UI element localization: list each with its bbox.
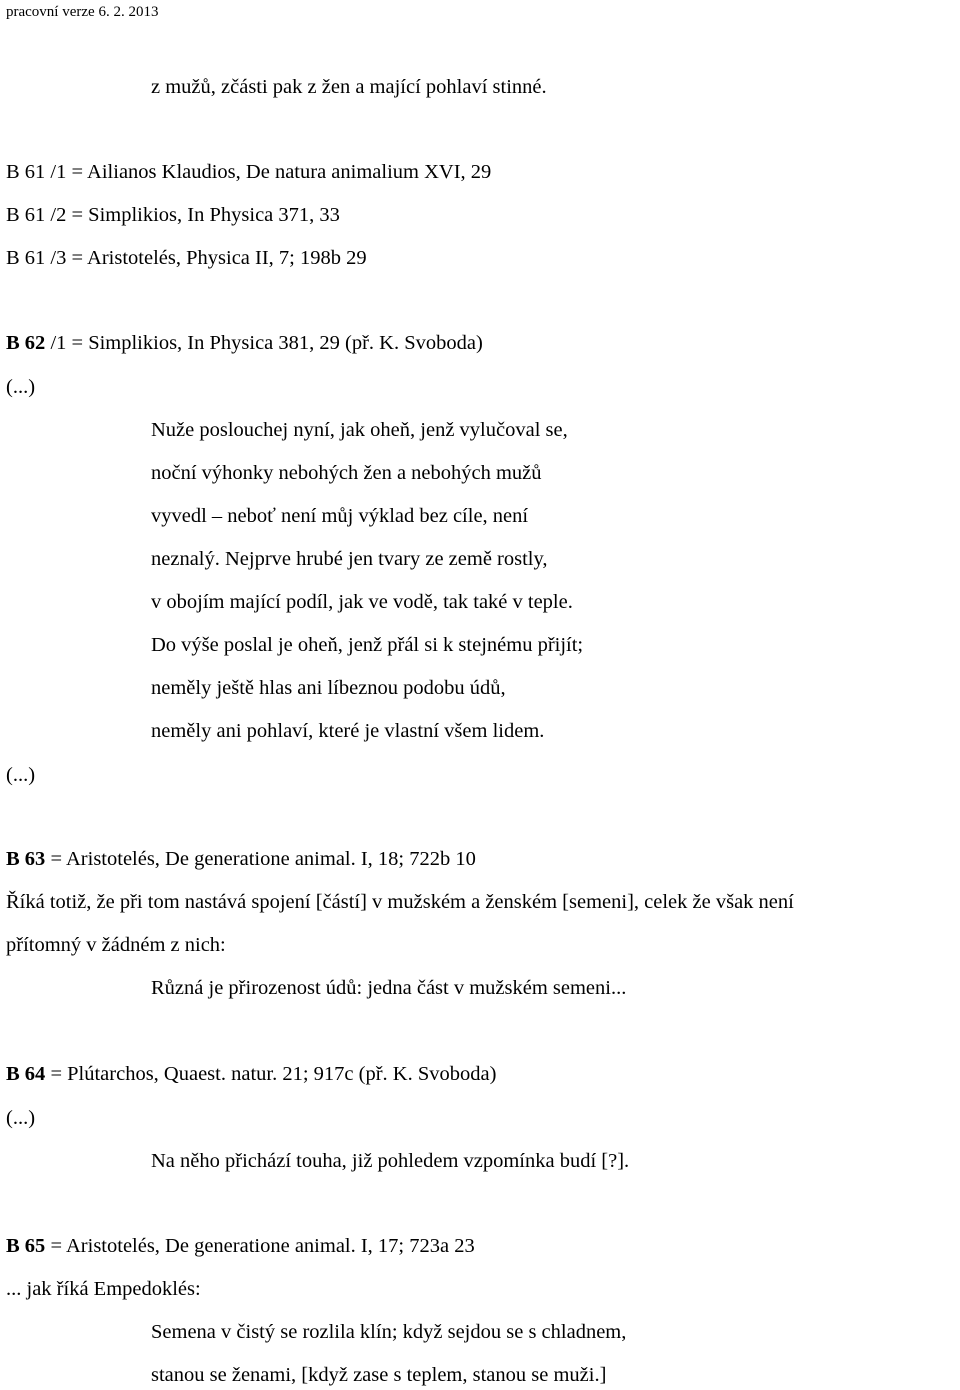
verse-line: stanou se ženami, [když zase s teplem, stanou se muži.] [151, 1364, 607, 1386]
text-line: z mužů, zčásti pak z žen a mající pohlaví stinné. [151, 76, 547, 98]
verse-line: vyvedl – neboť není můj výklad bez cíle, není [151, 505, 529, 527]
ellipsis-marker: (...) [6, 1107, 36, 1129]
verse-line: Do výše poslal je oheň, jenž přál si k stejnému přijít; [151, 634, 584, 656]
citation-text: = Plútarchos, Quaest. natur. 21; 917c (př. K. Svoboda) [45, 1063, 497, 1085]
citation-text: /1 = Simplikios, In Physica 381, 29 (př. K. Svoboda) [45, 332, 483, 354]
citation-text: = Aristotelés, De generatione animal. I, 18; 722b 10 [45, 848, 476, 870]
prose-line: Říká totiž, že při tom nastává spojení [částí] v mužském a ženském [semeni], celek že však není [6, 891, 794, 913]
verse-line: neznalý. Nejprve hrubé jen tvary ze země rostly, [151, 548, 548, 570]
verse-line: Na něho přichází touha, již pohledem vzpomínka budí [?]. [151, 1150, 630, 1172]
citation-b61-3: B 61 /3 = Aristotelés, Physica II, 7; 198b 29 [6, 247, 367, 269]
citation-b61-1: B 61 /1 = Ailianos Klaudios, De natura animalium XVI, 29 [6, 161, 492, 183]
citation-b61-2: B 61 /2 = Simplikios, In Physica 371, 33 [6, 204, 340, 226]
verse-line: noční výhonky nebohých žen a nebohých mužů [151, 462, 542, 484]
prose-line: přítomný v žádném z nich: [6, 934, 226, 956]
fragment-id: B 65 [6, 1235, 46, 1257]
verse-line: neměly ještě hlas ani líbeznou podobu údů, [151, 677, 506, 699]
verse-line: Nuže poslouchej nyní, jak oheň, jenž vylučoval se, [151, 419, 568, 441]
fragment-id: B 62 [6, 332, 46, 354]
citation-b64 [6, 1061, 496, 1087]
page-header-version: pracovní verze 6. 2. 2013 [6, 4, 159, 20]
prose-line: ... jak říká Empedoklés: [6, 1278, 201, 1300]
fragment-id: B 64 [6, 1063, 46, 1085]
verse-line: Různá je přirozenost údů: jedna část v mužském semeni... [151, 977, 627, 999]
fragment-id: B 63 [6, 848, 46, 870]
citation-text: = Aristotelés, De generatione animal. I, 17; 723a 23 [45, 1235, 475, 1257]
ellipsis-marker: (...) [6, 764, 36, 786]
ellipsis-marker: (...) [6, 376, 36, 398]
verse-line: v obojím mající podíl, jak ve vodě, tak také v teple. [151, 591, 573, 613]
citation-b63 [6, 846, 476, 872]
verse-line: Semena v čistý se rozlila klín; když sejdou se s chladnem, [151, 1321, 627, 1343]
verse-line: neměly ani pohlaví, které je vlastní všem lidem. [151, 720, 545, 742]
citation-b62 [6, 330, 483, 356]
citation-b65 [6, 1233, 475, 1259]
